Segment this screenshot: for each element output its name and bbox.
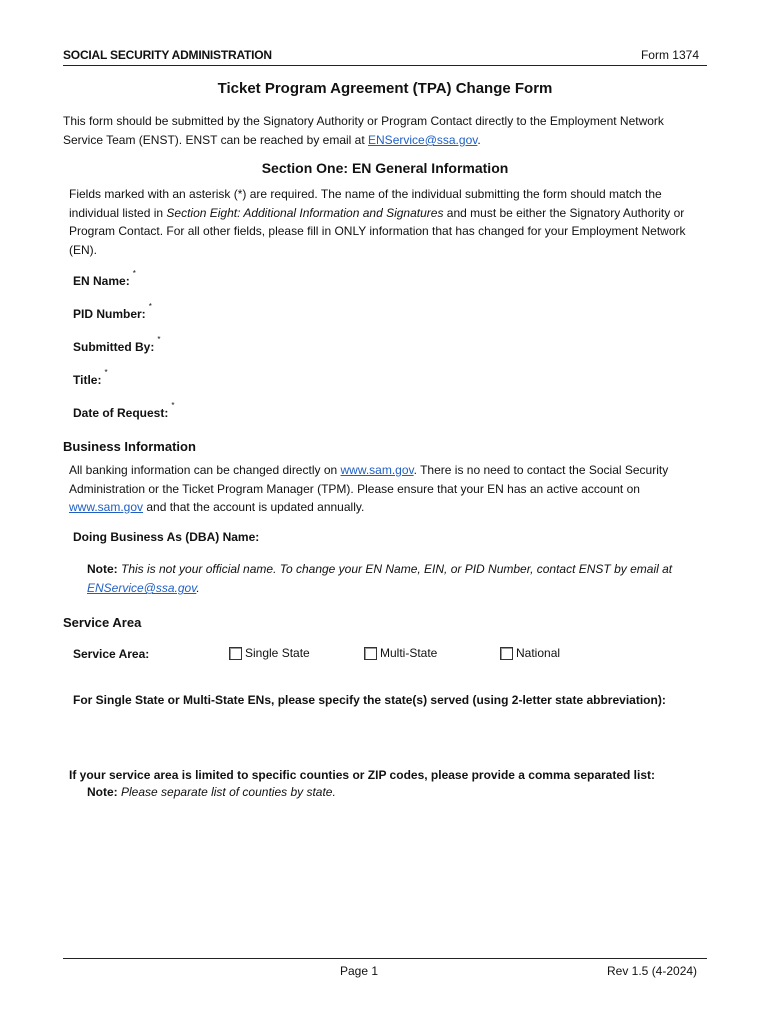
counties-note-label: Note: [87,785,118,799]
business-desc-part2: . There is no need to contact the Social Security Administration or the Ticket Program Manager (TPM). Please ensure that your EN has an active account on [69,463,669,496]
intro-text-after: . [477,133,481,147]
required-asterisk: * [148,302,152,311]
field-submitted-by[interactable] [73,335,161,354]
revision-label: Rev 1.5 (4-2024) [607,964,698,978]
page-number: Page 1 [340,964,379,978]
required-asterisk: * [157,335,161,344]
section-one-desc-italic: Section Eight: Additional Information and Signatures [166,205,444,220]
note-email-link[interactable]: ENService@ssa.gov [87,581,197,595]
field-date-of-request[interactable] [73,401,175,420]
sam-gov-link-2[interactable]: www.sam.gov [69,500,144,514]
business-desc-part3: and that the account is updated annually. [143,500,365,514]
field-title-label: Title: [73,373,102,387]
required-asterisk: * [132,269,136,278]
dba-note-label: Note: [87,562,118,576]
service-area-heading: Service Area [63,615,142,630]
sam-gov-link-1[interactable]: www.sam.gov [340,463,414,477]
section-one-desc-part1: Fields marked with an asterisk (*) are required. The name of the individual submitting the form should match the individual listed in [69,187,662,220]
checkbox-box[interactable] [229,647,242,660]
field-en-name[interactable] [73,269,136,288]
checkbox-national[interactable] [500,646,560,660]
field-pid-number-label: PID Number: [73,307,146,321]
enst-email-link[interactable]: ENService@ssa.gov [368,133,478,147]
field-en-name-label: EN Name: [73,274,130,288]
checkbox-multi-state[interactable] [364,646,437,660]
counties-note-text: Please separate list of counties by state. [121,785,336,799]
checkbox-single-state[interactable] [229,646,310,660]
footer-divider [63,958,707,959]
field-submitted-by-label: Submitted By: [73,340,155,354]
field-dba-name[interactable] [73,530,259,544]
checkbox-multi-state-label: Multi-State [380,646,438,660]
field-dba-name-label: Doing Business As (DBA) Name: [73,530,260,544]
form-number: Form 1374 [640,48,699,62]
field-title[interactable] [73,368,108,387]
service-area-label: Service Area: [73,647,150,661]
intro-paragraph [63,112,703,150]
section-one-description [69,185,709,259]
section-one-desc-part2: and must be either the Signatory Authority or Program Contact. For all other fields, please fill in ONLY information that has changed for your Employment Network (EN). [69,205,686,257]
required-asterisk: * [104,368,108,377]
checkbox-single-state-label: Single State [245,646,310,660]
form-title: Ticket Program Agreement (TPA) Change Form [217,80,553,97]
dba-note-text: This is not your official name. To change your EN Name, EIN, or PID Number, contact ENST by email at [117,562,673,576]
states-served-prompt: For Single State or Multi-State ENs, please specify the state(s) served (using 2-letter state abbreviation): [73,693,666,707]
counties-note [87,785,336,799]
checkbox-national-label: National [516,646,561,660]
intro-text-before: This form should be submitted by the Signatory Authority or Program Contact directly to the Employment Network Service Team (ENST). ENST can be reached by email at [63,114,664,147]
business-desc-part1: All banking information can be changed directly on [69,463,341,477]
section-one-heading: Section One: EN General Information [261,160,509,176]
agency-name: SOCIAL SECURITY ADMINISTRATION [63,48,272,62]
required-asterisk: * [171,401,175,410]
business-info-heading: Business Information [63,439,196,454]
field-pid-number[interactable] [73,302,152,321]
dba-note [87,560,707,598]
dba-note-end: . [196,581,200,595]
page-header [63,48,707,66]
field-date-of-request-label: Date of Request: [73,406,169,420]
counties-prompt: If your service area is limited to specific counties or ZIP codes, please provide a comma separated list: [69,768,656,782]
checkbox-box[interactable] [500,647,513,660]
business-info-description [69,461,709,517]
checkbox-box[interactable] [364,647,377,660]
